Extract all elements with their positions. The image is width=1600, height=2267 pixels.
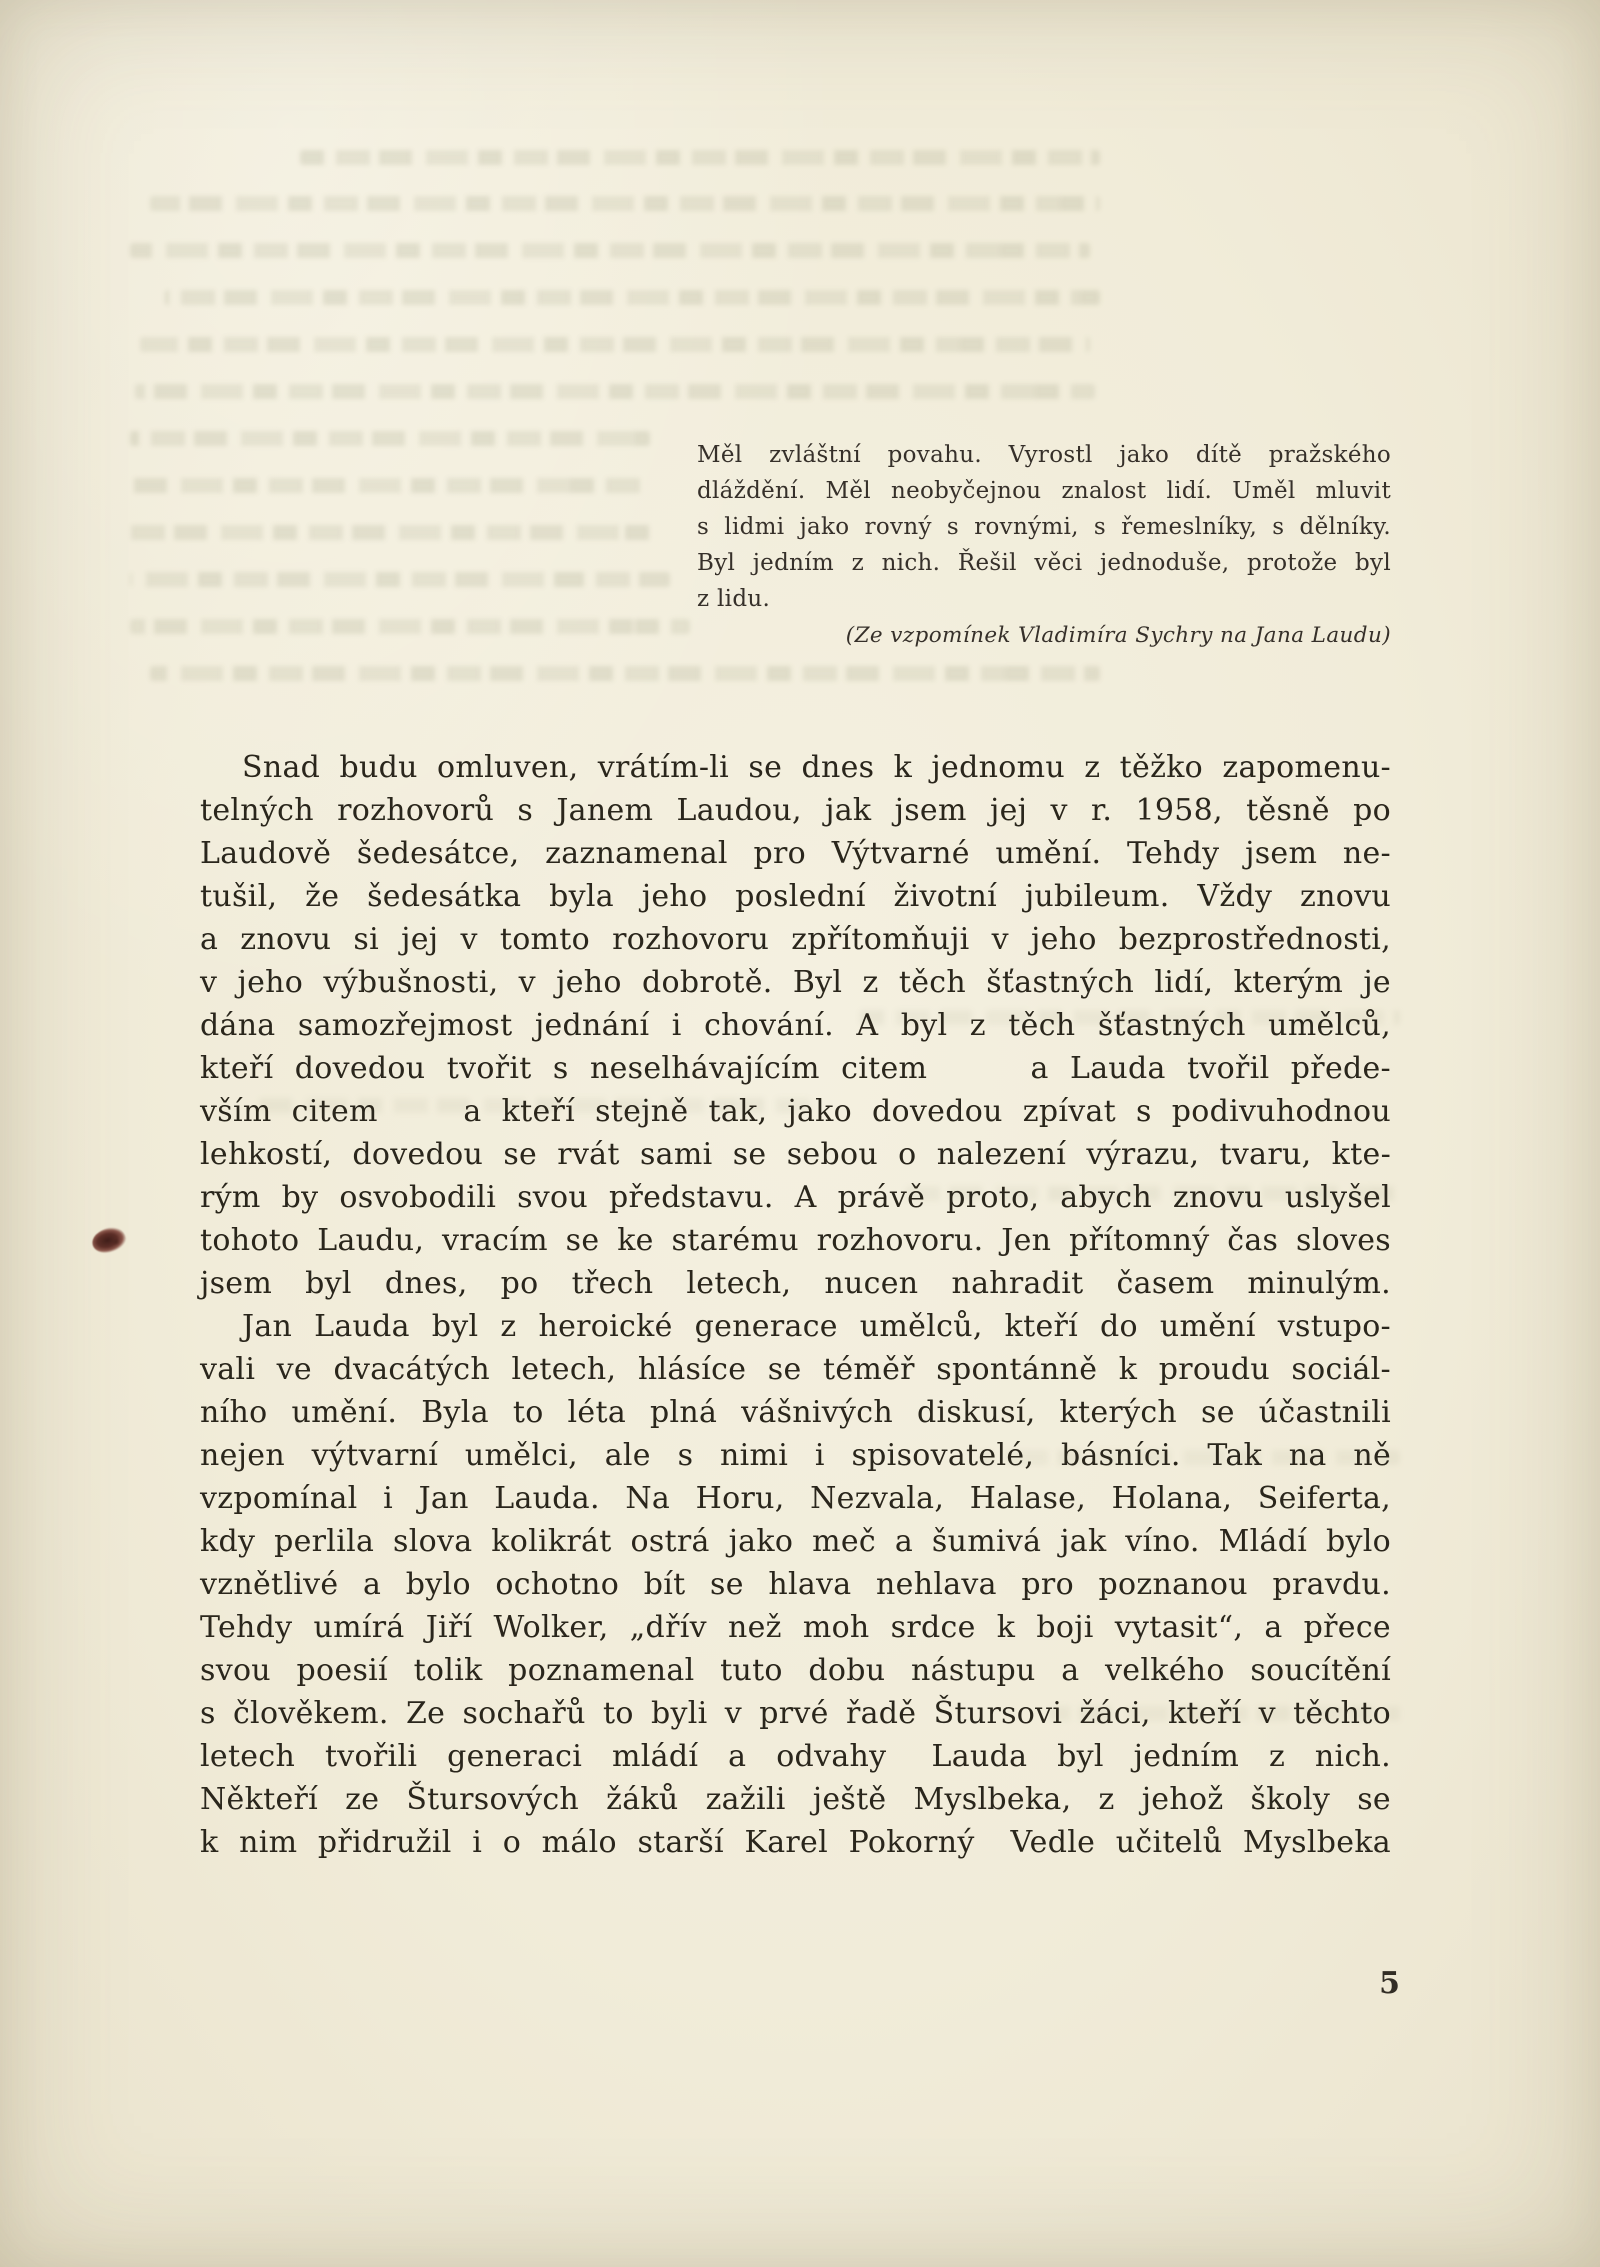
text-line: tušil, že šedesátka byla jeho poslední životní jubileum. Vždy znovu	[200, 879, 1391, 914]
text-line: vším citem a kteří stejně tak, jako dovedou zpívat s podivuhodnou	[200, 1094, 1391, 1129]
text-line: kteří dovedou tvořit s neselhávajícím citem a Lauda tvořil přede-	[200, 1051, 1391, 1086]
ghost-line	[130, 478, 645, 493]
epigraph-line: Měl zvláštní povahu. Vyrostl jako dítě pražského	[697, 442, 1391, 468]
text-line: Jan Lauda byl z heroické generace umělců, kteří do umění vstupo-	[242, 1309, 1391, 1344]
epigraph-line: s lidmi jako rovný s rovnými, s řemeslníky, s dělníky.	[697, 514, 1391, 540]
text-line: a znovu si jej v tomto rozhovoru zpřítomňuji v jeho bezprostřednosti,	[200, 922, 1391, 957]
body-text	[200, 746, 1391, 1864]
epigraph-lines	[697, 437, 1391, 617]
text-line: k nim přidružil i o málo starší Karel Pokorný Vedle učitelů Myslbeka	[200, 1825, 1391, 1860]
text-line: Někteří ze Štursových žáků zažili ještě Myslbeka, z jehož školy se	[200, 1782, 1391, 1817]
text-line: Snad budu omluven, vrátím-li se dnes k jednomu z těžko zapomenu-	[242, 750, 1391, 785]
epigraph-line: Byl jedním z nich. Řešil věci jednoduše, protože byl	[697, 550, 1391, 576]
text-line: vali ve dvacátých letech, hlásíce se téměř spontánně k proudu sociál-	[200, 1352, 1391, 1387]
text-line: Tehdy umírá Jiří Wolker, „dřív než moh srdce k boji vytasit“, a přece	[200, 1610, 1391, 1645]
text-line: Laudově šedesátce, zaznamenal pro Výtvarné umění. Tehdy jsem ne-	[200, 836, 1391, 871]
ghost-line	[140, 337, 1090, 352]
epigraph-line: z lidu.	[697, 586, 771, 612]
ghost-line	[130, 572, 670, 587]
text-line: letech tvořili generaci mládí a odvahy Lauda byl jedním z nich.	[200, 1739, 1391, 1774]
ghost-line	[135, 384, 1095, 399]
ghost-line	[130, 243, 1090, 258]
text-line: dána samozřejmost jednání i chování. A byl z těch šťastných umělců,	[200, 1008, 1391, 1043]
text-line: tohoto Laudu, vracím se ke starému rozhovoru. Jen přítomný čas sloves	[200, 1223, 1391, 1258]
text-line: lehkostí, dovedou se rvát sami se sebou o nalezení výrazu, tvaru, kte-	[200, 1137, 1391, 1172]
ghost-line	[130, 619, 690, 634]
ghost-line	[300, 150, 1100, 165]
ghost-line	[165, 290, 1100, 305]
text-line: svou poesií tolik poznamenal tuto dobu nástupu a velkého soucítění	[200, 1653, 1391, 1688]
epigraph-block	[697, 437, 1391, 648]
text-line: vzpomínal i Jan Lauda. Na Horu, Nezvala, Halase, Holana, Seiferta,	[200, 1481, 1391, 1516]
text-line: jsem byl dnes, po třech letech, nucen nahradit časem minulým.	[200, 1266, 1391, 1301]
text-line: s člověkem. Ze sochařů to byli v prvé řadě Štursovi žáci, kteří v těchto	[200, 1696, 1391, 1731]
epigraph-attribution: (Ze vzpomínek Vladimíra Sychry na Jana Laudu)	[845, 623, 1391, 648]
epigraph-line: dláždění. Měl neobyčejnou znalost lidí. Uměl mluvit	[697, 478, 1391, 504]
ghost-line	[130, 431, 650, 446]
ghost-line	[150, 666, 1100, 681]
text-line: v jeho výbušnosti, v jeho dobrotě. Byl z těch šťastných lidí, kterým je	[200, 965, 1391, 1000]
text-line: kdy perlila slova kolikrát ostrá jako meč a šumivá jak víno. Mládí bylo	[200, 1524, 1391, 1559]
ink-blot	[90, 1224, 129, 1256]
ghost-line	[150, 196, 1100, 211]
text-line: nejen výtvarní umělci, ale s nimi i spisovatelé, básníci. Tak na ně	[200, 1438, 1391, 1473]
ghost-line	[130, 525, 660, 540]
text-line: vznětlivé a bylo ochotno bít se hlava nehlava pro poznanou pravdu.	[200, 1567, 1391, 1602]
page-number: 5	[1379, 1966, 1400, 2001]
text-line: ního umění. Byla to léta plná vášnivých diskusí, kterých se účastnili	[200, 1395, 1391, 1430]
text-line: telných rozhovorů s Janem Laudou, jak jsem jej v r. 1958, těsně po	[200, 793, 1391, 828]
text-line: rým by osvobodili svou představu. A právě proto, abych znovu uslyšel	[200, 1180, 1391, 1215]
